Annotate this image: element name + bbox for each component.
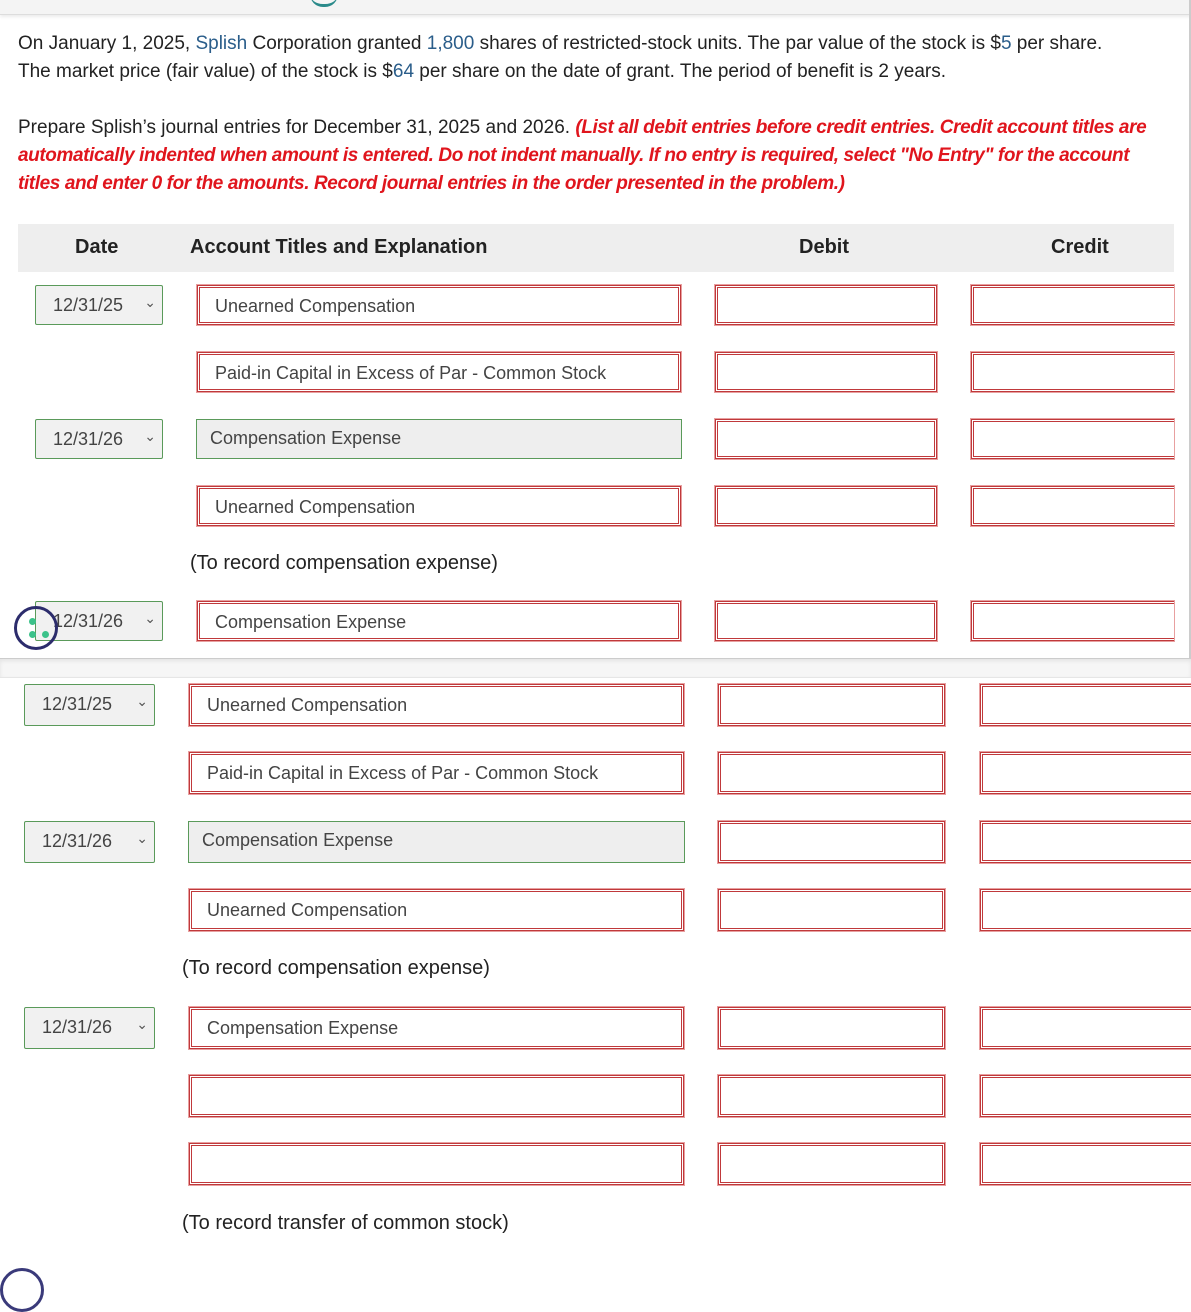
cookie-icon[interactable] [14,606,58,650]
chevron-down-icon: ⌄ [136,830,148,846]
market-price: 64 [392,61,415,82]
chevron-down-icon: ⌄ [136,1016,148,1032]
chevron-down-icon: ⌄ [144,610,156,626]
debit-input[interactable] [715,352,937,392]
debit-input[interactable] [718,889,945,931]
chevron-down-icon: ⌄ [144,294,156,310]
debit-input[interactable] [715,285,937,325]
credit-input[interactable] [980,1007,1191,1049]
debit-input[interactable] [715,486,937,526]
text: per share. [1011,33,1103,54]
account-input[interactable] [189,1007,684,1049]
date-value: 12/31/25 [53,295,124,315]
credit-input[interactable] [980,752,1191,794]
date-select[interactable] [24,1007,155,1049]
debit-input[interactable] [715,419,937,459]
account-input[interactable] [189,889,684,931]
shares-value: 1,800 [426,33,475,54]
date-value: 12/31/25 [42,694,113,714]
par-value: 5 [1000,33,1012,54]
debit-input[interactable] [715,601,937,641]
text: On January 1, 2025, [18,33,196,54]
credit-input[interactable] [980,1075,1191,1117]
debit-input[interactable] [718,1007,945,1049]
screenshot-divider [0,658,1191,678]
account-value: Compensation Expense [202,830,394,850]
account-input[interactable] [189,752,684,794]
date-value: 12/31/26 [42,831,113,851]
account-input[interactable] [197,285,681,325]
header-debit: Debit [799,236,849,258]
account-value: Paid-in Capital in Excess of Par - Common Stock [215,363,607,383]
company-name: Splish [195,33,248,54]
table-header [18,224,1174,272]
header-date: Date [75,236,119,258]
text: shares of restricted-stock units. The par value of the stock is $ [474,33,1001,54]
account-value: Compensation Expense [210,428,402,448]
account-input[interactable] [189,1075,684,1117]
account-value: Compensation Expense [215,612,407,632]
account-value: Compensation Expense [207,1018,399,1038]
credit-input[interactable] [980,821,1191,863]
account-input[interactable] [197,601,681,641]
credit-input[interactable] [971,601,1174,641]
debit-input[interactable] [718,752,945,794]
credit-input[interactable] [971,285,1174,325]
account-value: Unearned Compensation [215,497,416,517]
date-select[interactable] [35,285,163,325]
header-account: Account Titles and Explanation [190,236,488,258]
instruction-note: (List all debit entries before credit entries. Credit account titles are automatically indented when amount is entered. Do not indent manually. If no entry is required, select "No Entry" for the account titles and enter 0 for the amounts. Record journal entries in the order presented in the problem.) [18,117,1147,194]
cookie-icon[interactable] [0,1268,44,1312]
account-input[interactable] [189,1143,684,1185]
instruction-text: Prepare Splish’s journal entries for December 31, 2025 and 2026. [18,117,576,138]
problem-statement [18,30,1168,86]
text: The market price (fair value) of the stock is $ [18,61,393,82]
date-value: 12/31/26 [42,1017,113,1037]
date-value: 12/31/26 [53,429,124,449]
account-value: Unearned Compensation [207,900,408,920]
account-value: Paid-in Capital in Excess of Par - Common Stock [207,763,599,783]
instructions [18,114,1168,198]
debit-input[interactable] [718,821,945,863]
account-value: Unearned Compensation [215,296,416,316]
text: per share on the date of grant. The period of benefit is 2 years. [414,61,946,82]
debit-input[interactable] [718,684,945,726]
chevron-down-icon: ⌄ [144,428,156,444]
date-select[interactable] [24,684,155,726]
date-select[interactable] [35,419,163,459]
top-bar [0,0,1191,15]
account-input[interactable] [197,352,681,392]
account-value: Unearned Compensation [207,695,408,715]
text: Corporation granted [247,33,427,54]
entry-explanation: (To record compensation expense) [190,552,498,574]
entry-explanation: (To record compensation expense) [182,957,490,979]
date-value: 12/31/26 [53,611,124,631]
credit-input[interactable] [971,419,1174,459]
entry-explanation: (To record transfer of common stock) [182,1212,509,1234]
loading-indicator [310,0,338,7]
credit-input[interactable] [971,352,1174,392]
credit-input[interactable] [980,1143,1191,1185]
header-credit: Credit [1051,236,1109,258]
account-input[interactable] [189,684,684,726]
credit-input[interactable] [980,889,1191,931]
account-input[interactable] [197,486,681,526]
date-select[interactable] [24,821,155,863]
account-input[interactable] [188,821,685,863]
debit-input[interactable] [718,1075,945,1117]
account-input[interactable] [196,419,682,459]
credit-input[interactable] [980,684,1191,726]
debit-input[interactable] [718,1143,945,1185]
credit-input[interactable] [971,486,1174,526]
chevron-down-icon: ⌄ [136,693,148,709]
